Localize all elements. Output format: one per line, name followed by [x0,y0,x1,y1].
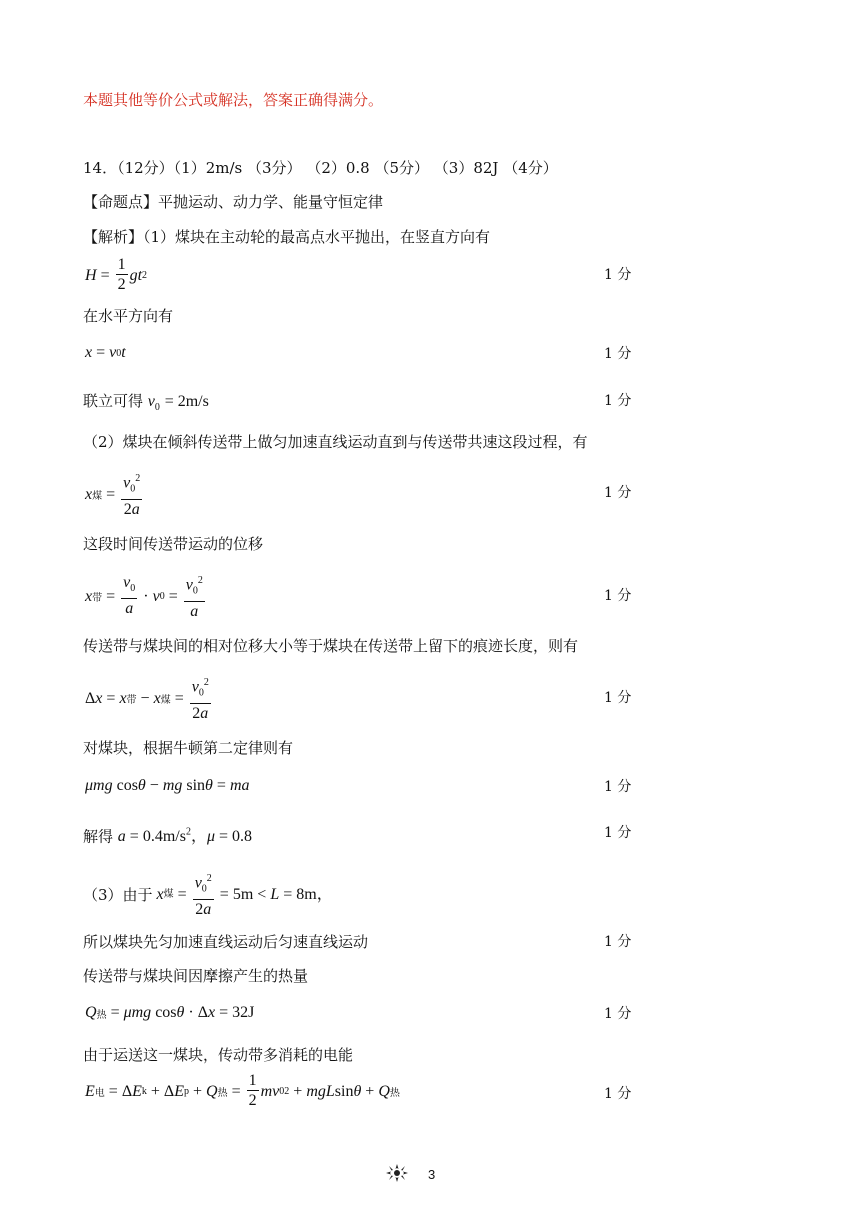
score-mark: 1 分 [604,346,632,362]
equation-belt-displacement: x 带 = $\frac{v_0}{a}$ · v 0 = $\frac{v_0^2}{a}$ [85,572,207,622]
equation-horizontal: x = v 0 t [85,344,126,361]
motion-conclusion-text: 所以煤块先匀加速直线运动后匀速直线运动 [83,933,369,951]
analysis-intro: 【解析】（1）煤块在主动轮的最高点水平抛出，在竖直方向有 [83,228,491,246]
score-mark: 1 分 [604,1086,632,1102]
q14-header: 14．（12分）（1）2m/s （3分） （2）0.8 （5分） （3）82J （4分） [83,159,558,177]
topic-line: 【命题点】平抛运动、动力学、能量守恒定律 [83,193,384,211]
equation-fall-height: H = $\frac{1}{2}$ gt 2 [85,256,148,293]
belt-displacement-text: 这段时间传送带运动的位移 [83,535,264,553]
score-mark: 1 分 [604,485,632,501]
part2-intro: （2）煤块在倾斜传送带上做匀加速直线运动直到与传送带共速这段过程，有 [83,433,588,451]
relative-displacement-text: 传送带与煤块间的相对位移大小等于煤块在传送带上留下的痕迹长度，则有 [83,637,579,655]
equation-newton: μmg cos θ − mg sin θ = ma [85,777,250,794]
score-mark: 1 分 [604,690,632,706]
score-mark: 1 分 [604,1006,632,1022]
logo-icon [383,1163,411,1183]
score-mark: 1 分 [604,393,632,409]
combine-line: 联立可得 $v_0 = 2m/s$ [83,392,209,414]
grading-note: 本题其他等价公式或解法，答案正确得满分。 [83,91,384,109]
score-mark: 1 分 [604,588,632,604]
part3-line: （3）由于 x 煤 = $\frac{v_0^2}{2a}$ = 5m < L = 8m， [83,870,333,920]
score-mark: 1 分 [604,934,632,950]
equation-heat: Q 热 = μmg cos θ · Δ x = 32J [85,1004,255,1021]
energy-text: 由于运送这一煤块，传动带多消耗的电能 [83,1046,354,1064]
equation-energy: E 电 = Δ E k + Δ E p + Q 热 = $\frac{1}{2}$ mv 0 2 + mgL sin θ + Q 热 [85,1072,400,1109]
score-mark: 1 分 [604,267,632,283]
page-number: 3 [428,1167,436,1182]
solve-line: 解得 $a = 0.4m/s^2$，μ = 0.8 [83,827,253,846]
equation-coal-displacement: x 煤 = $\frac{v_0^2}{2a}$ [85,470,144,520]
newton-law-text: 对煤块，根据牛顿第二定律则有 [83,739,294,757]
score-mark: 1 分 [604,779,632,795]
equation-relative-displacement: Δ x = x 带 − x 煤 = $\frac{v_0^2}{2a}$ [85,674,213,724]
score-mark: 1 分 [604,825,632,841]
horizontal-direction-text: 在水平方向有 [83,307,174,325]
heat-text: 传送带与煤块间因摩擦产生的热量 [83,967,309,985]
